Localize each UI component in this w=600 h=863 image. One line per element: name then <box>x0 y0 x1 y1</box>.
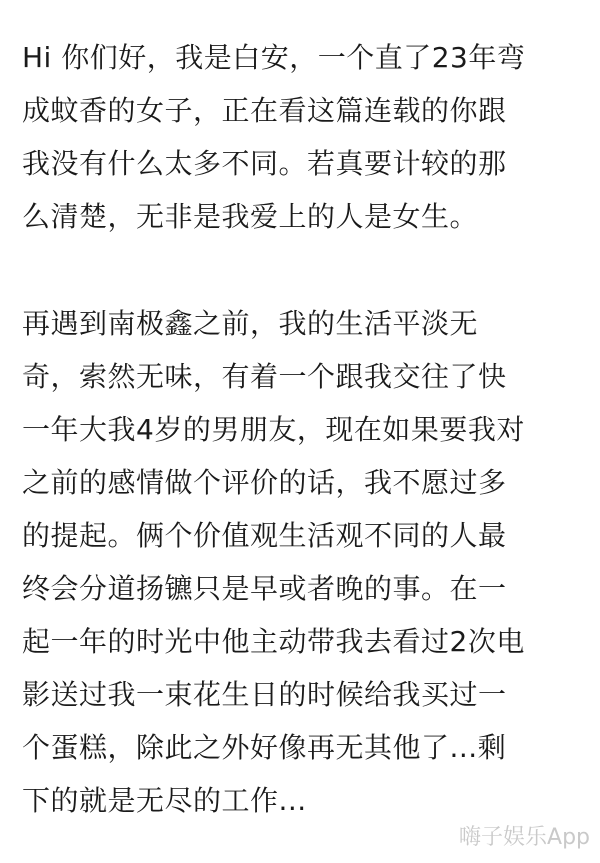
paragraph-1-line-2: 成蚊香的女子，正在看这篇连载的你跟 <box>22 94 507 127</box>
paragraph-2-line-2: 奇，索然无味，有着一个跟我交往了快 <box>22 360 507 393</box>
paragraph-2-line-8: 影送过我一束花生日的时候给我买过一 <box>22 678 507 711</box>
paragraph-1-line-1: Hi 你们好，我是白安，一个直了23年弯 <box>22 41 526 74</box>
paragraph-2-line-5: 的提起。俩个价值观生活观不同的人最 <box>22 519 507 552</box>
paragraph-2-line-3: 一年大我4岁的男朋友，现在如果要我对 <box>22 413 525 446</box>
watermark-text: 嗨子娱乐App <box>459 825 590 850</box>
paragraph-2-line-1: 再遇到南极鑫之前，我的生活平淡无 <box>22 307 479 340</box>
paragraph-2-line-9: 个蛋糕，除此之外好像再无其他了...剩 <box>22 731 507 764</box>
paragraph-2-line-6: 终会分道扬镳只是早或者晚的事。在一 <box>22 572 507 605</box>
paragraph-2-line-10: 下的就是无尽的工作... <box>22 784 307 817</box>
paragraph-1-line-4: 么清楚，无非是我爱上的人是女生。 <box>22 200 479 233</box>
paragraph-1-line-3: 我没有什么太多不同。若真要计较的那 <box>22 147 507 180</box>
paragraph-2-line-7: 起一年的时光中他主动带我去看过2次电 <box>22 625 525 658</box>
paragraph-2-line-4: 之前的感情做个评价的话，我不愿过多 <box>22 466 507 499</box>
